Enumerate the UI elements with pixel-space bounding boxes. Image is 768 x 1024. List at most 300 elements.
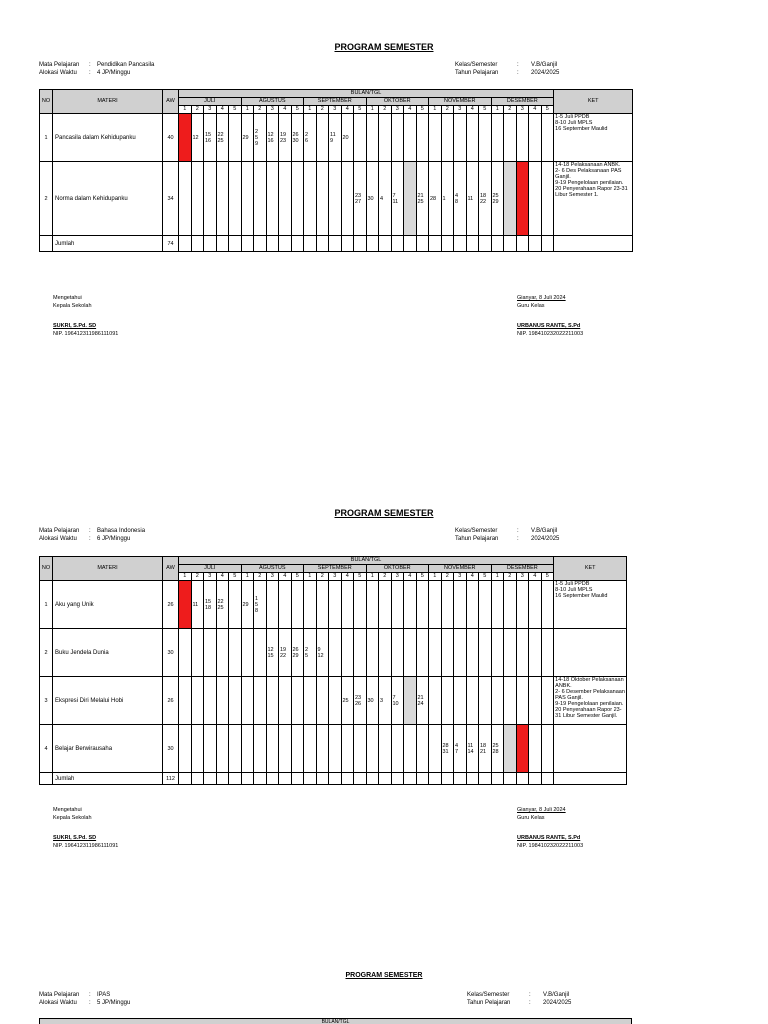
week-cell: 23 27 <box>354 162 367 236</box>
week-header: 2 <box>254 573 267 581</box>
week-cell <box>516 677 529 725</box>
week-cell <box>316 114 329 162</box>
row-aw: 40 <box>163 114 179 162</box>
week-cell <box>491 677 504 725</box>
row-ket: 1-5 Juli PPDB 8-10 Juli MPLS 16 September Maulid <box>554 581 627 629</box>
week-cell: 26 30 <box>291 114 304 162</box>
week-cell <box>241 162 254 236</box>
week-cell <box>291 581 304 629</box>
header-bulan-tgl: BULAN/TGL <box>179 557 554 565</box>
week-cell: 12 15 <box>266 629 279 677</box>
week-cell: 25 28 <box>491 725 504 773</box>
week-cell <box>404 629 417 677</box>
week-header: 2 <box>504 106 517 114</box>
week-cell <box>329 725 342 773</box>
row-ket <box>554 629 627 677</box>
week-cell <box>179 162 192 236</box>
month-header: AGUSTUS <box>241 565 304 573</box>
week-header: 3 <box>266 106 279 114</box>
week-header: 2 <box>191 573 204 581</box>
week-cell <box>479 677 492 725</box>
tahun-pelajaran-value: 2024/2025 <box>543 1000 572 1006</box>
row-aw: 34 <box>163 162 179 236</box>
week-header: 4 <box>216 573 229 581</box>
week-cell <box>266 162 279 236</box>
kepala-name: SUKRI, S.Pd. SD <box>53 323 97 329</box>
week-cell <box>254 677 267 725</box>
week-cell <box>529 114 542 162</box>
guru-nip: NIP. 198410232022211003 <box>517 843 584 849</box>
alokasi-waktu-value: 5 JP/Minggu <box>97 1000 131 1006</box>
week-header: 2 <box>379 106 392 114</box>
row-materi: Pancasila dalam Kehidupanku <box>53 114 163 162</box>
week-cell: 28 <box>429 162 442 236</box>
kepala-name: SUKRI, S.Pd. SD <box>53 835 97 841</box>
header-materi: MATERI <box>53 90 163 114</box>
week-cell <box>366 581 379 629</box>
week-cell <box>204 629 217 677</box>
week-cell <box>241 629 254 677</box>
week-cell <box>354 581 367 629</box>
week-cell: 21 24 <box>416 677 429 725</box>
week-cell <box>229 581 242 629</box>
page-title: PROGRAM SEMESTER <box>334 508 434 518</box>
header-aw: AW <box>163 557 179 581</box>
week-header: 3 <box>329 573 342 581</box>
row-materi: Belajar Berwirausaha <box>53 725 163 773</box>
week-cell <box>316 162 329 236</box>
assessment-cell <box>404 162 417 236</box>
schedule-table <box>39 556 627 785</box>
week-cell <box>491 581 504 629</box>
week-header: 2 <box>191 106 204 114</box>
tahun-pelajaran-value: 2024/2025 <box>531 70 560 76</box>
week-cell <box>179 725 192 773</box>
week-header: 2 <box>441 106 454 114</box>
week-cell <box>266 677 279 725</box>
header-materi: MATERI <box>53 557 163 581</box>
week-cell: 3 <box>379 677 392 725</box>
week-cell <box>229 629 242 677</box>
signature-left: Mengetahui Kepala Sekolah SUKRI, S.Pd. SD NIP. 196412311986111091 <box>53 807 119 849</box>
bulan-tgl-header: BULAN/TGL <box>321 1019 350 1024</box>
week-cell <box>416 725 429 773</box>
week-cell <box>291 162 304 236</box>
week-cell: 11 <box>466 162 479 236</box>
week-cell <box>279 677 292 725</box>
week-cell <box>429 581 442 629</box>
header-ket: KET <box>554 90 633 114</box>
week-cell <box>241 725 254 773</box>
row-ket: 1-5 Juli PPDB 8-10 Juli MPLS 16 September Maulid <box>554 114 633 162</box>
week-cell <box>516 629 529 677</box>
mata-pelajaran-value: IPAS <box>97 992 111 998</box>
row-aw: 30 <box>163 725 179 773</box>
week-header: 5 <box>479 573 492 581</box>
kelas-semester-value: V.B/Ganjil <box>531 528 558 534</box>
week-cell <box>341 725 354 773</box>
month-header: SEPTEMBER <box>304 98 367 106</box>
week-cell <box>354 629 367 677</box>
guru-name: URBANUS RANTE, S.Pd <box>517 835 581 841</box>
week-cell <box>441 629 454 677</box>
week-cell <box>429 114 442 162</box>
holiday-cell <box>516 162 529 236</box>
week-cell <box>454 677 467 725</box>
signature-right: Gianyar, 8 Juli 2024 Guru Kelas URBANUS RANTE, S.Pd NIP. 198410232022211003 <box>517 807 584 849</box>
week-header: 1 <box>491 106 504 114</box>
week-cell: 28 31 <box>441 725 454 773</box>
header-bulan-tgl: BULAN/TGL <box>179 90 554 98</box>
week-cell <box>216 677 229 725</box>
schedule-table <box>39 89 633 252</box>
assessment-cell <box>404 677 417 725</box>
mata-pelajaran-value: Pendidikan Pancasila <box>97 62 155 68</box>
week-header: 3 <box>391 573 404 581</box>
week-cell: 9 12 <box>316 629 329 677</box>
week-header: 3 <box>516 106 529 114</box>
week-cell <box>304 581 317 629</box>
week-cell <box>229 725 242 773</box>
week-header: 5 <box>291 573 304 581</box>
week-cell <box>304 677 317 725</box>
week-header: 3 <box>204 106 217 114</box>
week-cell <box>416 114 429 162</box>
week-cell: 29 <box>241 581 254 629</box>
row-no: 1 <box>40 114 53 162</box>
month-header: JULI <box>179 565 242 573</box>
week-header: 1 <box>366 573 379 581</box>
week-header: 3 <box>454 573 467 581</box>
tahun-pelajaran-value: 2024/2025 <box>531 536 560 542</box>
jumlah-label: Jumlah <box>53 773 163 785</box>
week-cell: 1 5 8 <box>254 581 267 629</box>
week-cell <box>366 725 379 773</box>
header-right: Kelas/Semester : V.B/Ganjil Tahun Pelajaran : 2024/2025 <box>467 992 572 1006</box>
week-cell: 4 7 <box>454 725 467 773</box>
week-cell: 30 <box>366 677 379 725</box>
week-cell: 1 <box>441 162 454 236</box>
kelas-semester-value: V.B/Ganjil <box>543 992 570 998</box>
week-cell <box>491 629 504 677</box>
week-cell <box>191 629 204 677</box>
week-cell <box>216 162 229 236</box>
week-cell: 11 9 <box>329 114 342 162</box>
week-cell <box>391 114 404 162</box>
week-header: 1 <box>429 573 442 581</box>
week-cell <box>204 162 217 236</box>
week-cell: 7 10 <box>391 677 404 725</box>
week-cell <box>266 581 279 629</box>
week-header: 2 <box>316 573 329 581</box>
week-cell <box>304 725 317 773</box>
signature-right: Gianyar, 8 Juli 2024 Guru Kelas URBANUS RANTE, S.Pd NIP. 198410232022211003 <box>517 295 584 337</box>
week-cell <box>529 162 542 236</box>
assessment-cell <box>504 162 517 236</box>
week-cell <box>454 581 467 629</box>
table-row <box>40 629 627 677</box>
week-cell <box>179 629 192 677</box>
week-cell <box>404 725 417 773</box>
week-cell <box>266 725 279 773</box>
header-aw: AW <box>163 90 179 114</box>
week-header: 4 <box>404 106 417 114</box>
alokasi-waktu-value: 6 JP/Minggu <box>97 536 131 542</box>
page-title: PROGRAM SEMESTER <box>345 972 423 979</box>
kepala-nip: NIP. 196412311986111091 <box>53 843 119 849</box>
week-header: 3 <box>266 573 279 581</box>
week-cell <box>279 725 292 773</box>
week-cell <box>191 677 204 725</box>
header-left: Mata Pelajaran : IPAS Alokasi Waktu : 5 JP/Minggu <box>39 992 131 1006</box>
week-cell <box>379 581 392 629</box>
month-header: DESEMBER <box>491 98 554 106</box>
week-cell: 2 5 9 <box>254 114 267 162</box>
header-left: Mata Pelajaran : Bahasa Indonesia Alokasi Waktu : 6 JP/Minggu <box>39 528 146 542</box>
week-cell <box>541 677 554 725</box>
row-materi: Ekspresi Diri Melalui Hobi <box>53 677 163 725</box>
week-cell: 12 16 <box>266 114 279 162</box>
week-header: 3 <box>454 106 467 114</box>
week-cell: 20 <box>341 114 354 162</box>
week-cell <box>254 725 267 773</box>
table-row <box>40 162 633 236</box>
week-cell: 4 <box>379 162 392 236</box>
week-header: 4 <box>466 106 479 114</box>
week-header: 1 <box>179 106 192 114</box>
week-cell: 19 22 <box>279 629 292 677</box>
week-cell <box>466 581 479 629</box>
week-cell <box>316 677 329 725</box>
week-cell <box>329 629 342 677</box>
week-header: 5 <box>416 573 429 581</box>
week-header: 5 <box>354 106 367 114</box>
week-cell: 18 21 <box>479 725 492 773</box>
header-no: NO <box>40 557 53 581</box>
week-cell <box>516 114 529 162</box>
week-cell: 2 6 <box>304 114 317 162</box>
week-cell: 12 <box>191 114 204 162</box>
holiday-cell <box>516 725 529 773</box>
row-ket: 14-18 Oktober Pelaksanaan ANBK. 2- 6 Desember Pelaksanaan PAS Ganjil. 9-19 Pengelolaan penilaian. 20 Penyerahaan Rapor 23-31 Libur Semester Ganjil. <box>554 677 627 725</box>
week-header: 1 <box>179 573 192 581</box>
week-header: 4 <box>466 573 479 581</box>
jumlah-value: 74 <box>163 236 179 252</box>
week-header: 2 <box>441 573 454 581</box>
row-no: 4 <box>40 725 53 773</box>
week-cell <box>479 581 492 629</box>
week-cell <box>379 629 392 677</box>
week-cell: 25 <box>341 677 354 725</box>
month-header: SEPTEMBER <box>304 565 367 573</box>
week-cell <box>341 629 354 677</box>
header-right: Kelas/Semester : V.B/Ganjil Tahun Pelajaran : 2024/2025 <box>455 62 560 76</box>
row-aw: 30 <box>163 629 179 677</box>
table-row <box>40 581 627 629</box>
mata-pelajaran-value: Bahasa Indonesia <box>97 528 146 534</box>
week-cell <box>391 629 404 677</box>
week-cell: 18 22 <box>479 162 492 236</box>
assessment-cell <box>504 725 517 773</box>
week-cell <box>504 677 517 725</box>
week-cell <box>529 629 542 677</box>
week-cell <box>529 725 542 773</box>
week-cell <box>204 725 217 773</box>
week-cell <box>504 114 517 162</box>
week-cell <box>541 162 554 236</box>
row-ket: 14-18 Pelaksanaan ANBK. 2- 6 Des Pelaksanaan PAS Ganjil. 9-19 Pengelolaan penilaian. 20 Penyerahaan Rapor 23-31 Libur Semester 1. <box>554 162 633 236</box>
week-header: 1 <box>304 106 317 114</box>
guru-nip: NIP. 198410232022211003 <box>517 331 584 337</box>
week-cell <box>354 114 367 162</box>
week-cell <box>466 629 479 677</box>
week-cell: 30 <box>366 162 379 236</box>
week-header: 4 <box>279 573 292 581</box>
header-left: Mata Pelajaran : Pendidikan Pancasila Alokasi Waktu : 4 JP/Minggu <box>39 62 155 76</box>
week-cell <box>429 629 442 677</box>
week-cell <box>204 677 217 725</box>
week-cell <box>304 162 317 236</box>
week-cell <box>491 114 504 162</box>
header-no: NO <box>40 90 53 114</box>
week-cell <box>416 581 429 629</box>
week-cell: 15 18 <box>204 581 217 629</box>
week-header: 2 <box>316 106 329 114</box>
week-cell <box>429 725 442 773</box>
week-header: 2 <box>254 106 267 114</box>
header-ket: KET <box>554 557 627 581</box>
week-cell <box>279 162 292 236</box>
week-header: 4 <box>404 573 417 581</box>
week-header: 4 <box>529 573 542 581</box>
header-right: Kelas/Semester : V.B/Ganjil Tahun Pelajaran : 2024/2025 <box>455 528 560 542</box>
week-cell <box>229 677 242 725</box>
row-aw: 26 <box>163 677 179 725</box>
row-no: 2 <box>40 162 53 236</box>
week-cell <box>541 725 554 773</box>
holiday-cell <box>179 581 192 629</box>
week-cell <box>341 162 354 236</box>
week-cell: 11 <box>191 581 204 629</box>
week-cell <box>216 725 229 773</box>
month-header: NOVEMBER <box>429 98 492 106</box>
week-header: 3 <box>204 573 217 581</box>
week-header: 2 <box>379 573 392 581</box>
row-no: 2 <box>40 629 53 677</box>
signature-left: Mengetahui Kepala Sekolah SUKRI, S.Pd. SD NIP. 196412311986111091 <box>53 295 119 337</box>
week-cell <box>379 114 392 162</box>
week-header: 4 <box>341 106 354 114</box>
week-cell <box>479 629 492 677</box>
week-header: 1 <box>241 573 254 581</box>
week-cell <box>529 677 542 725</box>
header-row <box>40 557 627 565</box>
week-cell: 11 14 <box>466 725 479 773</box>
row-aw: 26 <box>163 581 179 629</box>
week-header: 5 <box>479 106 492 114</box>
week-header: 1 <box>366 106 379 114</box>
table-row <box>40 725 627 773</box>
week-cell <box>366 114 379 162</box>
week-cell <box>229 114 242 162</box>
week-cell: 25 29 <box>491 162 504 236</box>
week-header: 5 <box>354 573 367 581</box>
jumlah-row <box>40 236 633 252</box>
week-cell <box>416 629 429 677</box>
week-cell <box>441 114 454 162</box>
jumlah-value: 112 <box>163 773 179 785</box>
guru-name: URBANUS RANTE, S.Pd <box>517 323 581 329</box>
week-cell <box>454 114 467 162</box>
week-cell <box>291 677 304 725</box>
week-cell <box>191 162 204 236</box>
week-cell <box>391 581 404 629</box>
week-header: 1 <box>491 573 504 581</box>
week-cell <box>316 725 329 773</box>
week-cell <box>479 114 492 162</box>
week-header: 4 <box>279 106 292 114</box>
week-cell <box>504 581 517 629</box>
table-row <box>40 677 627 725</box>
row-materi: Norma dalam Kehidupanku <box>53 162 163 236</box>
week-header: 2 <box>504 573 517 581</box>
week-cell: 26 29 <box>291 629 304 677</box>
week-cell <box>329 677 342 725</box>
week-cell: 7 11 <box>391 162 404 236</box>
week-cell: 4 8 <box>454 162 467 236</box>
row-no: 3 <box>40 677 53 725</box>
week-cell <box>216 629 229 677</box>
week-cell: 22 25 <box>216 581 229 629</box>
week-cell <box>229 162 242 236</box>
week-cell <box>454 629 467 677</box>
week-cell <box>541 114 554 162</box>
week-cell <box>429 677 442 725</box>
week-cell <box>316 581 329 629</box>
week-cell <box>329 581 342 629</box>
week-cell: 29 <box>241 114 254 162</box>
week-cell <box>504 629 517 677</box>
week-cell <box>254 162 267 236</box>
week-header: 1 <box>241 106 254 114</box>
week-header: 1 <box>304 573 317 581</box>
week-cell <box>541 629 554 677</box>
week-cell <box>379 725 392 773</box>
week-header: 5 <box>291 106 304 114</box>
week-cell <box>391 725 404 773</box>
week-header: 4 <box>529 106 542 114</box>
week-cell <box>191 725 204 773</box>
week-cell <box>291 725 304 773</box>
week-cell <box>441 581 454 629</box>
week-cell <box>441 677 454 725</box>
row-materi: Aku yang Unik <box>53 581 163 629</box>
week-cell <box>179 677 192 725</box>
week-cell <box>279 581 292 629</box>
week-cell: 15 16 <box>204 114 217 162</box>
holiday-cell <box>179 114 192 162</box>
row-ket <box>554 725 627 773</box>
week-cell <box>241 677 254 725</box>
week-cell <box>466 677 479 725</box>
table-top-edge <box>39 1018 632 1024</box>
row-no: 1 <box>40 581 53 629</box>
page-title: PROGRAM SEMESTER <box>334 42 434 52</box>
week-cell <box>404 581 417 629</box>
week-cell <box>366 629 379 677</box>
week-cell: 2 5 <box>304 629 317 677</box>
jumlah-label: Jumlah <box>53 236 163 252</box>
